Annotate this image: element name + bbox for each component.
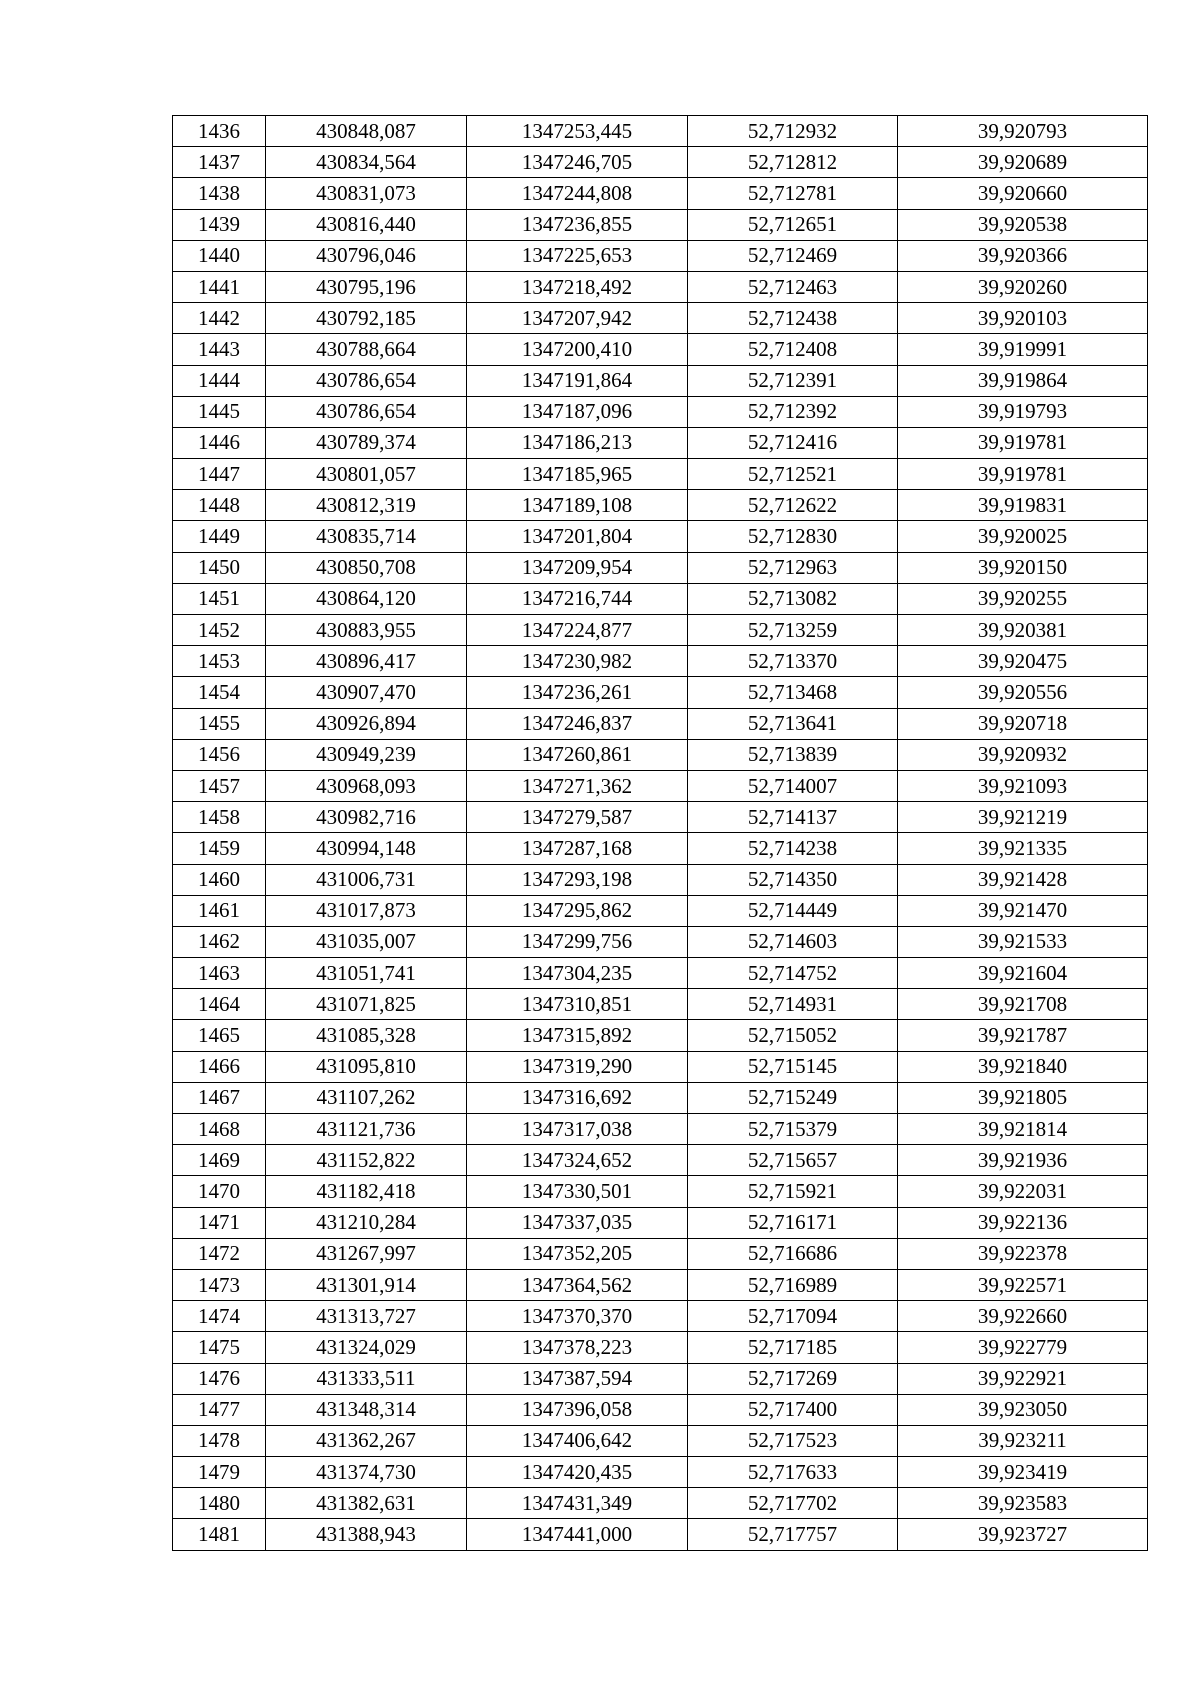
longitude-cell: 39,921787 [898, 1020, 1148, 1051]
table-row [173, 521, 1148, 552]
x-coordinate-cell: 431348,314 [266, 1394, 467, 1425]
x-coordinate-cell: 430831,073 [266, 178, 467, 209]
longitude-cell: 39,919781 [898, 459, 1148, 490]
latitude-cell: 52,714931 [688, 989, 898, 1020]
longitude-cell: 39,922921 [898, 1363, 1148, 1394]
longitude-cell: 39,921708 [898, 989, 1148, 1020]
table-row [173, 1394, 1148, 1425]
latitude-cell: 52,716686 [688, 1238, 898, 1269]
latitude-cell: 52,714238 [688, 833, 898, 864]
point-number-cell: 1462 [173, 926, 266, 957]
y-coordinate-cell: 1347271,362 [467, 770, 688, 801]
table-row [173, 926, 1148, 957]
point-number-cell: 1453 [173, 646, 266, 677]
longitude-cell: 39,919793 [898, 396, 1148, 427]
table-row [173, 427, 1148, 458]
x-coordinate-cell: 431107,262 [266, 1082, 467, 1113]
longitude-cell: 39,921805 [898, 1082, 1148, 1113]
latitude-cell: 52,713370 [688, 646, 898, 677]
table-row [173, 583, 1148, 614]
y-coordinate-cell: 1347324,652 [467, 1145, 688, 1176]
y-coordinate-cell: 1347304,235 [467, 958, 688, 989]
longitude-cell: 39,923583 [898, 1488, 1148, 1519]
point-number-cell: 1443 [173, 334, 266, 365]
x-coordinate-cell: 430801,057 [266, 459, 467, 490]
latitude-cell: 52,712408 [688, 334, 898, 365]
table-row [173, 1082, 1148, 1113]
point-number-cell: 1465 [173, 1020, 266, 1051]
y-coordinate-cell: 1347218,492 [467, 271, 688, 302]
longitude-cell: 39,920103 [898, 303, 1148, 334]
x-coordinate-cell: 430848,087 [266, 116, 467, 147]
latitude-cell: 52,713468 [688, 677, 898, 708]
longitude-cell: 39,919864 [898, 365, 1148, 396]
table-row [173, 989, 1148, 1020]
x-coordinate-cell: 430850,708 [266, 552, 467, 583]
point-number-cell: 1474 [173, 1301, 266, 1332]
y-coordinate-cell: 1347317,038 [467, 1114, 688, 1145]
table-row [173, 770, 1148, 801]
table-row [173, 1457, 1148, 1488]
latitude-cell: 52,712416 [688, 427, 898, 458]
y-coordinate-cell: 1347316,692 [467, 1082, 688, 1113]
y-coordinate-cell: 1347287,168 [467, 833, 688, 864]
latitude-cell: 52,717269 [688, 1363, 898, 1394]
table-row [173, 615, 1148, 646]
x-coordinate-cell: 430949,239 [266, 739, 467, 770]
latitude-cell: 52,714603 [688, 926, 898, 957]
longitude-cell: 39,923727 [898, 1519, 1148, 1550]
table-row [173, 1207, 1148, 1238]
longitude-cell: 39,919831 [898, 490, 1148, 521]
latitude-cell: 52,715145 [688, 1051, 898, 1082]
table-row [173, 365, 1148, 396]
y-coordinate-cell: 1347406,642 [467, 1425, 688, 1456]
table-row [173, 1176, 1148, 1207]
latitude-cell: 52,714350 [688, 864, 898, 895]
table-row [173, 459, 1148, 490]
point-number-cell: 1455 [173, 708, 266, 739]
point-number-cell: 1448 [173, 490, 266, 521]
point-number-cell: 1445 [173, 396, 266, 427]
point-number-cell: 1461 [173, 895, 266, 926]
point-number-cell: 1475 [173, 1332, 266, 1363]
y-coordinate-cell: 1347189,108 [467, 490, 688, 521]
x-coordinate-cell: 431121,736 [266, 1114, 467, 1145]
latitude-cell: 52,712391 [688, 365, 898, 396]
point-number-cell: 1440 [173, 240, 266, 271]
y-coordinate-cell: 1347337,035 [467, 1207, 688, 1238]
latitude-cell: 52,712781 [688, 178, 898, 209]
y-coordinate-cell: 1347378,223 [467, 1332, 688, 1363]
table-row [173, 490, 1148, 521]
x-coordinate-cell: 430968,093 [266, 770, 467, 801]
latitude-cell: 52,717094 [688, 1301, 898, 1332]
longitude-cell: 39,922136 [898, 1207, 1148, 1238]
latitude-cell: 52,716171 [688, 1207, 898, 1238]
x-coordinate-cell: 430796,046 [266, 240, 467, 271]
table-row [173, 1269, 1148, 1300]
point-number-cell: 1467 [173, 1082, 266, 1113]
longitude-cell: 39,923211 [898, 1425, 1148, 1456]
table-row [173, 271, 1148, 302]
x-coordinate-cell: 431324,029 [266, 1332, 467, 1363]
latitude-cell: 52,714752 [688, 958, 898, 989]
point-number-cell: 1449 [173, 521, 266, 552]
x-coordinate-cell: 430883,955 [266, 615, 467, 646]
point-number-cell: 1479 [173, 1457, 266, 1488]
longitude-cell: 39,920475 [898, 646, 1148, 677]
table-row [173, 1301, 1148, 1332]
table-row [173, 116, 1148, 147]
latitude-cell: 52,717400 [688, 1394, 898, 1425]
table-row [173, 1020, 1148, 1051]
point-number-cell: 1477 [173, 1394, 266, 1425]
table-row [173, 178, 1148, 209]
table-row [173, 240, 1148, 271]
y-coordinate-cell: 1347441,000 [467, 1519, 688, 1550]
latitude-cell: 52,712463 [688, 271, 898, 302]
point-number-cell: 1466 [173, 1051, 266, 1082]
y-coordinate-cell: 1347431,349 [467, 1488, 688, 1519]
x-coordinate-cell: 430982,716 [266, 802, 467, 833]
latitude-cell: 52,713082 [688, 583, 898, 614]
longitude-cell: 39,921093 [898, 770, 1148, 801]
x-coordinate-cell: 430834,564 [266, 147, 467, 178]
x-coordinate-cell: 430835,714 [266, 521, 467, 552]
point-number-cell: 1472 [173, 1238, 266, 1269]
point-number-cell: 1463 [173, 958, 266, 989]
table-row [173, 1363, 1148, 1394]
y-coordinate-cell: 1347364,562 [467, 1269, 688, 1300]
table-row [173, 739, 1148, 770]
latitude-cell: 52,712469 [688, 240, 898, 271]
latitude-cell: 52,712651 [688, 209, 898, 240]
x-coordinate-cell: 431152,822 [266, 1145, 467, 1176]
latitude-cell: 52,717523 [688, 1425, 898, 1456]
point-number-cell: 1452 [173, 615, 266, 646]
x-coordinate-cell: 430795,196 [266, 271, 467, 302]
point-number-cell: 1460 [173, 864, 266, 895]
latitude-cell: 52,712830 [688, 521, 898, 552]
longitude-cell: 39,920366 [898, 240, 1148, 271]
latitude-cell: 52,713259 [688, 615, 898, 646]
point-number-cell: 1442 [173, 303, 266, 334]
x-coordinate-cell: 431006,731 [266, 864, 467, 895]
latitude-cell: 52,713839 [688, 739, 898, 770]
longitude-cell: 39,921428 [898, 864, 1148, 895]
latitude-cell: 52,712438 [688, 303, 898, 334]
y-coordinate-cell: 1347187,096 [467, 396, 688, 427]
point-number-cell: 1450 [173, 552, 266, 583]
x-coordinate-cell: 430792,185 [266, 303, 467, 334]
point-number-cell: 1470 [173, 1176, 266, 1207]
x-coordinate-cell: 430788,664 [266, 334, 467, 365]
y-coordinate-cell: 1347207,942 [467, 303, 688, 334]
longitude-cell: 39,920538 [898, 209, 1148, 240]
point-number-cell: 1437 [173, 147, 266, 178]
x-coordinate-cell: 430864,120 [266, 583, 467, 614]
table-row [173, 895, 1148, 926]
point-number-cell: 1476 [173, 1363, 266, 1394]
x-coordinate-cell: 431362,267 [266, 1425, 467, 1456]
table-row [173, 958, 1148, 989]
longitude-cell: 39,922779 [898, 1332, 1148, 1363]
y-coordinate-cell: 1347216,744 [467, 583, 688, 614]
table-row [173, 1425, 1148, 1456]
y-coordinate-cell: 1347236,855 [467, 209, 688, 240]
y-coordinate-cell: 1347200,410 [467, 334, 688, 365]
longitude-cell: 39,922378 [898, 1238, 1148, 1269]
table-row [173, 864, 1148, 895]
latitude-cell: 52,714449 [688, 895, 898, 926]
y-coordinate-cell: 1347186,213 [467, 427, 688, 458]
table-row [173, 334, 1148, 365]
x-coordinate-cell: 430896,417 [266, 646, 467, 677]
longitude-cell: 39,920150 [898, 552, 1148, 583]
longitude-cell: 39,920381 [898, 615, 1148, 646]
y-coordinate-cell: 1347244,808 [467, 178, 688, 209]
point-number-cell: 1441 [173, 271, 266, 302]
y-coordinate-cell: 1347310,851 [467, 989, 688, 1020]
y-coordinate-cell: 1347209,954 [467, 552, 688, 583]
y-coordinate-cell: 1347279,587 [467, 802, 688, 833]
table-row [173, 708, 1148, 739]
latitude-cell: 52,717702 [688, 1488, 898, 1519]
y-coordinate-cell: 1347191,864 [467, 365, 688, 396]
point-number-cell: 1438 [173, 178, 266, 209]
table-row [173, 147, 1148, 178]
x-coordinate-cell: 430786,654 [266, 396, 467, 427]
point-number-cell: 1480 [173, 1488, 266, 1519]
coordinates-table-body [173, 116, 1148, 1551]
table-row [173, 1051, 1148, 1082]
y-coordinate-cell: 1347370,370 [467, 1301, 688, 1332]
y-coordinate-cell: 1347253,445 [467, 116, 688, 147]
latitude-cell: 52,715657 [688, 1145, 898, 1176]
latitude-cell: 52,715052 [688, 1020, 898, 1051]
longitude-cell: 39,921936 [898, 1145, 1148, 1176]
latitude-cell: 52,715249 [688, 1082, 898, 1113]
point-number-cell: 1468 [173, 1114, 266, 1145]
longitude-cell: 39,921335 [898, 833, 1148, 864]
y-coordinate-cell: 1347299,756 [467, 926, 688, 957]
latitude-cell: 52,712521 [688, 459, 898, 490]
table-row [173, 1238, 1148, 1269]
point-number-cell: 1446 [173, 427, 266, 458]
y-coordinate-cell: 1347396,058 [467, 1394, 688, 1425]
longitude-cell: 39,921814 [898, 1114, 1148, 1145]
longitude-cell: 39,920260 [898, 271, 1148, 302]
point-number-cell: 1464 [173, 989, 266, 1020]
point-number-cell: 1439 [173, 209, 266, 240]
x-coordinate-cell: 431095,810 [266, 1051, 467, 1082]
x-coordinate-cell: 431267,997 [266, 1238, 467, 1269]
longitude-cell: 39,920718 [898, 708, 1148, 739]
longitude-cell: 39,921840 [898, 1051, 1148, 1082]
x-coordinate-cell: 431382,631 [266, 1488, 467, 1519]
y-coordinate-cell: 1347387,594 [467, 1363, 688, 1394]
table-row [173, 1488, 1148, 1519]
y-coordinate-cell: 1347236,261 [467, 677, 688, 708]
latitude-cell: 52,712963 [688, 552, 898, 583]
table-row [173, 1332, 1148, 1363]
table-row [173, 209, 1148, 240]
x-coordinate-cell: 431017,873 [266, 895, 467, 926]
x-coordinate-cell: 431182,418 [266, 1176, 467, 1207]
latitude-cell: 52,716989 [688, 1269, 898, 1300]
point-number-cell: 1436 [173, 116, 266, 147]
table-row [173, 303, 1148, 334]
longitude-cell: 39,921604 [898, 958, 1148, 989]
y-coordinate-cell: 1347319,290 [467, 1051, 688, 1082]
y-coordinate-cell: 1347293,198 [467, 864, 688, 895]
x-coordinate-cell: 431035,007 [266, 926, 467, 957]
longitude-cell: 39,921219 [898, 802, 1148, 833]
x-coordinate-cell: 430926,894 [266, 708, 467, 739]
y-coordinate-cell: 1347230,982 [467, 646, 688, 677]
longitude-cell: 39,920255 [898, 583, 1148, 614]
y-coordinate-cell: 1347260,861 [467, 739, 688, 770]
longitude-cell: 39,923050 [898, 1394, 1148, 1425]
longitude-cell: 39,922660 [898, 1301, 1148, 1332]
point-number-cell: 1451 [173, 583, 266, 614]
point-number-cell: 1478 [173, 1425, 266, 1456]
y-coordinate-cell: 1347224,877 [467, 615, 688, 646]
latitude-cell: 52,717185 [688, 1332, 898, 1363]
table-row [173, 1114, 1148, 1145]
x-coordinate-cell: 430789,374 [266, 427, 467, 458]
longitude-cell: 39,920932 [898, 739, 1148, 770]
x-coordinate-cell: 430812,319 [266, 490, 467, 521]
latitude-cell: 52,715379 [688, 1114, 898, 1145]
table-row [173, 646, 1148, 677]
x-coordinate-cell: 431210,284 [266, 1207, 467, 1238]
y-coordinate-cell: 1347420,435 [467, 1457, 688, 1488]
longitude-cell: 39,920556 [898, 677, 1148, 708]
latitude-cell: 52,717633 [688, 1457, 898, 1488]
longitude-cell: 39,919781 [898, 427, 1148, 458]
x-coordinate-cell: 430994,148 [266, 833, 467, 864]
table-row [173, 833, 1148, 864]
y-coordinate-cell: 1347185,965 [467, 459, 688, 490]
point-number-cell: 1481 [173, 1519, 266, 1550]
latitude-cell: 52,717757 [688, 1519, 898, 1550]
x-coordinate-cell: 431085,328 [266, 1020, 467, 1051]
latitude-cell: 52,715921 [688, 1176, 898, 1207]
longitude-cell: 39,920793 [898, 116, 1148, 147]
point-number-cell: 1473 [173, 1269, 266, 1300]
longitude-cell: 39,920689 [898, 147, 1148, 178]
x-coordinate-cell: 431301,914 [266, 1269, 467, 1300]
longitude-cell: 39,923419 [898, 1457, 1148, 1488]
latitude-cell: 52,712812 [688, 147, 898, 178]
point-number-cell: 1454 [173, 677, 266, 708]
latitude-cell: 52,713641 [688, 708, 898, 739]
table-row [173, 1519, 1148, 1550]
y-coordinate-cell: 1347225,653 [467, 240, 688, 271]
latitude-cell: 52,714007 [688, 770, 898, 801]
y-coordinate-cell: 1347352,205 [467, 1238, 688, 1269]
longitude-cell: 39,922571 [898, 1269, 1148, 1300]
x-coordinate-cell: 431071,825 [266, 989, 467, 1020]
y-coordinate-cell: 1347295,862 [467, 895, 688, 926]
longitude-cell: 39,921470 [898, 895, 1148, 926]
x-coordinate-cell: 430816,440 [266, 209, 467, 240]
point-number-cell: 1469 [173, 1145, 266, 1176]
table-row [173, 677, 1148, 708]
x-coordinate-cell: 431051,741 [266, 958, 467, 989]
longitude-cell: 39,921533 [898, 926, 1148, 957]
y-coordinate-cell: 1347246,705 [467, 147, 688, 178]
table-row [173, 552, 1148, 583]
latitude-cell: 52,714137 [688, 802, 898, 833]
y-coordinate-cell: 1347315,892 [467, 1020, 688, 1051]
point-number-cell: 1458 [173, 802, 266, 833]
latitude-cell: 52,712932 [688, 116, 898, 147]
y-coordinate-cell: 1347201,804 [467, 521, 688, 552]
coordinates-table [172, 115, 1148, 1551]
point-number-cell: 1459 [173, 833, 266, 864]
point-number-cell: 1456 [173, 739, 266, 770]
point-number-cell: 1447 [173, 459, 266, 490]
x-coordinate-cell: 431313,727 [266, 1301, 467, 1332]
latitude-cell: 52,712392 [688, 396, 898, 427]
table-row [173, 802, 1148, 833]
point-number-cell: 1457 [173, 770, 266, 801]
x-coordinate-cell: 431374,730 [266, 1457, 467, 1488]
latitude-cell: 52,712622 [688, 490, 898, 521]
y-coordinate-cell: 1347246,837 [467, 708, 688, 739]
x-coordinate-cell: 430907,470 [266, 677, 467, 708]
longitude-cell: 39,919991 [898, 334, 1148, 365]
point-number-cell: 1471 [173, 1207, 266, 1238]
x-coordinate-cell: 431388,943 [266, 1519, 467, 1550]
point-number-cell: 1444 [173, 365, 266, 396]
table-row [173, 396, 1148, 427]
table-row [173, 1145, 1148, 1176]
y-coordinate-cell: 1347330,501 [467, 1176, 688, 1207]
longitude-cell: 39,920660 [898, 178, 1148, 209]
longitude-cell: 39,922031 [898, 1176, 1148, 1207]
x-coordinate-cell: 430786,654 [266, 365, 467, 396]
x-coordinate-cell: 431333,511 [266, 1363, 467, 1394]
longitude-cell: 39,920025 [898, 521, 1148, 552]
